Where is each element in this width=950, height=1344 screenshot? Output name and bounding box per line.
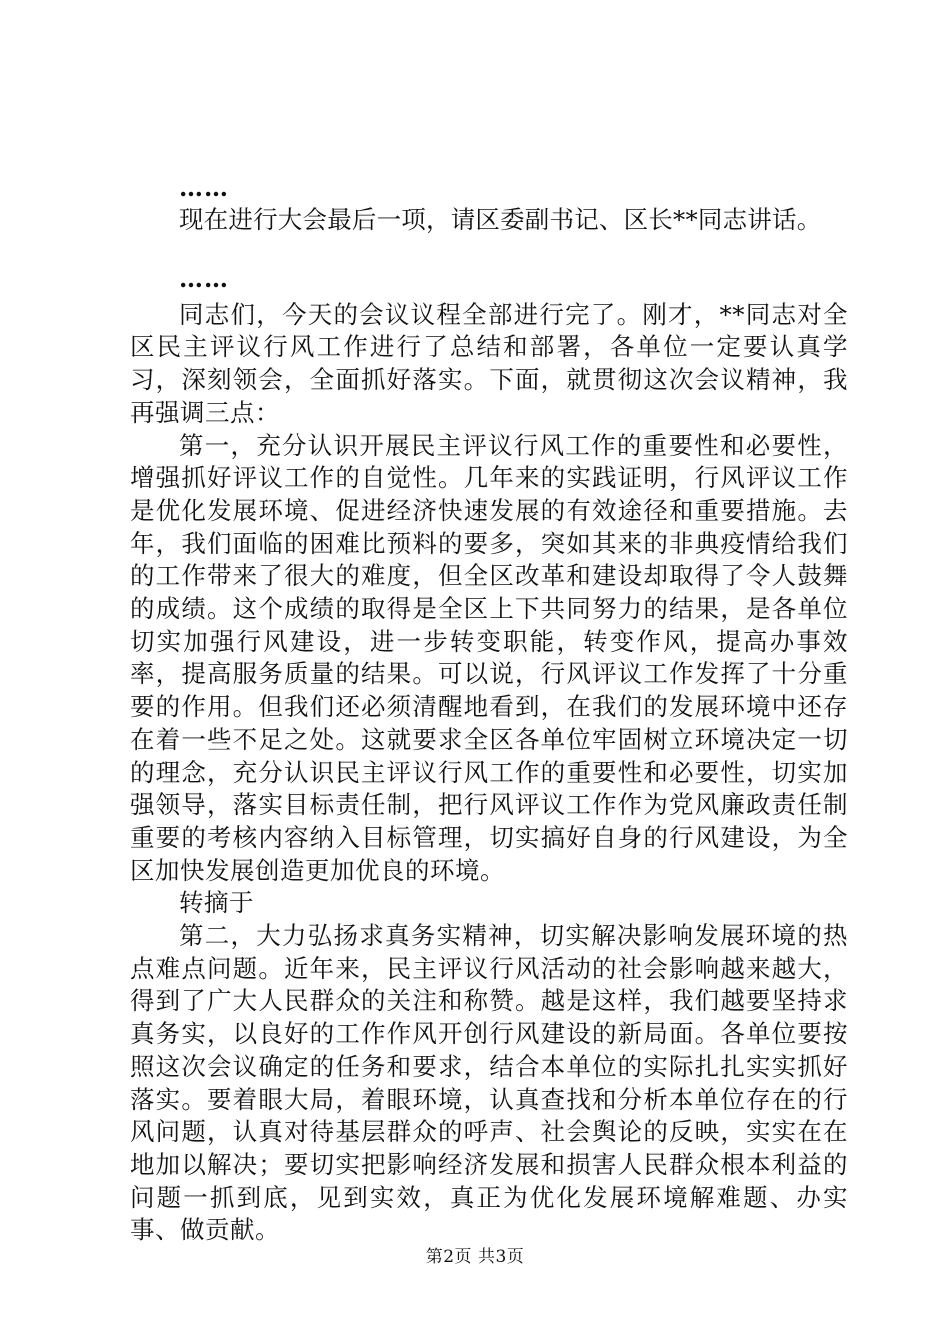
paragraph-opening: 同志们，今天的会议议程全部进行完了。刚才，**同志对全区民主评议行风工作进行了总结和部署，各单位一定要认真学习，深刻领会，全面抓好落实。下面，就贯彻这次会议精神，我再强调三点： bbox=[130, 299, 848, 427]
paragraph-first-point: 第一，充分认识开展民主评议行风工作的重要性和必要性，增强抓好评议工作的自觉性。几年来的实践证明，行风评议工作是优化发展环境、促进经济快速发展的有效途径和重要措施。去年，我们面临的困难比预料的要多，突如其来的非典疫情给我们的工作带来了很大的难度，但全区改革和建设却取得了令人鼓舞的成绩。这个成绩的取得是全区上下共同努力的结果，是各单位切实加强行风建设，进一步转变职能，转变作风，提高办事效率，提高服务质量的结果。可以说，行风评议工作发挥了十分重要的作用。但我们还必须清醒地看到，在我们的发展环境中还存在着一些不足之处。这就要求全区各单位牢固树立环境决定一切的理念，充分认识民主评议行风工作的重要性和必要性，切实加强领导，落实目标责任制，把行风评议工作作为党风廉政责任制重要的考核内容纳入目标管理，切实搞好自身的行风建设，为全区加快发展创造更加优良的环境。 bbox=[130, 430, 848, 885]
paragraph-second-point: 第二，大力弘扬求真务实精神，切实解决影响发展环境的热点难点问题。近年来，民主评议行风活动的社会影响越来越大，得到了广大人民群众的关注和称赞。越是这样，我们越要坚持求真务实，以良好的工作作风开创行风建设的新局面。各单位要按照这次会议确定的任务和要求，结合本单位的实际扎扎实实抓好落实。要着眼大局，着眼环境，认真查找和分析本单位存在的行风问题，认真对待基层群众的呼声、社会舆论的反映，实实在在地加以解决；要切实把影响经济发展和损害人民群众根本利益的问题一抓到底，见到实效，真正为优化发展环境解难题、办实事、做贡献。 bbox=[130, 921, 848, 1245]
paragraph-source-note: 转摘于 bbox=[179, 888, 254, 918]
ellipsis-line: …… bbox=[179, 263, 229, 293]
announcement-line: 现在进行大会最后一项，请区委副书记、区长**同志讲话。 bbox=[179, 205, 822, 234]
ellipsis-line: …… bbox=[179, 173, 229, 202]
page-number-footer: 第2页 共3页 bbox=[425, 1247, 525, 1267]
document-body bbox=[130, 172, 848, 1247]
